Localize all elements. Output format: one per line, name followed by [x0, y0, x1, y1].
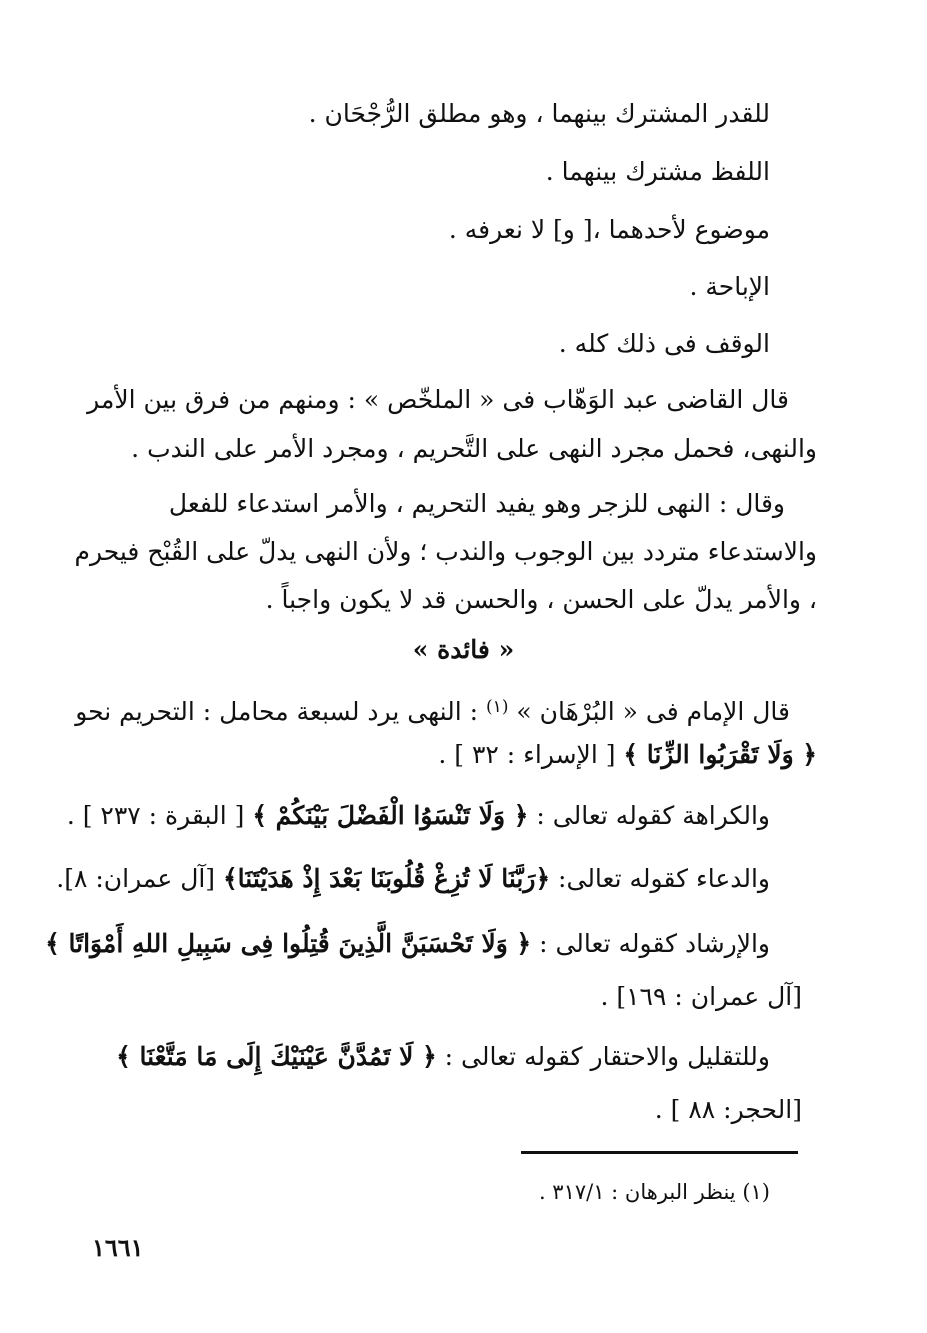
taqlil-text: وللتقليل والاحتقار كقوله تعالى : [436, 1042, 770, 1071]
taqlil-line-2: [الحجر: ٨٨ ] . [654, 1095, 802, 1124]
karaha-line [67, 799, 770, 833]
qal-paragraph-line-3: ، والأمر يدلّ على الحسن ، والحسن قد لا يكون واجباً . [265, 585, 817, 614]
quran-verse-baqara: ﴿ وَلَا تَنْسَوُا الْفَضْلَ بَيْنَكُمْ ﴾ [252, 801, 529, 830]
page-number: ١٦٦١ [92, 1233, 144, 1262]
burhan-line-1 [75, 690, 790, 729]
text-line-1: للقدر المشترك بينهما ، وهو مطلق الرُّجْحَان . [308, 99, 770, 128]
qadi-paragraph-line-1: قال القاضى عبد الوَهّاب فى « الملخّص » : ومنهم من فرق بين الأمر [87, 385, 789, 414]
quran-verse-imran-169: ﴿ وَلَا تَحْسَبَنَّ الَّذِينَ قُتِلُوا فِى سَبِيلِ اللهِ أَمْوَاتًا ﴾ [45, 929, 532, 958]
verse-reference-imran-8: [آل عمران: ٨]. [56, 864, 224, 893]
taqlil-line-1 [116, 1040, 770, 1074]
footnote-reference: (١) [486, 697, 509, 717]
irshad-line-2: [آل عمران : ١٦٩] . [600, 982, 802, 1011]
qal-paragraph-line-1: وقال : النهى للزجر وهو يفيد التحريم ، والأمر استدعاء للفعل [168, 489, 785, 518]
karaha-text: والكراهة كقوله تعالى : [528, 801, 770, 830]
footnote-divider [521, 1151, 798, 1154]
quran-verse-imran-8: ﴿رَبَّنَا لَا تُزِغْ قُلُوبَنَا بَعْدَ إِذْ هَدَيْتَنَا﴾ [223, 864, 551, 893]
burhan-line-2 [438, 738, 817, 772]
dua-line [56, 862, 770, 896]
text-line-2: اللفظ مشترك بينهما . [545, 157, 770, 186]
qadi-paragraph-line-2: والنهى، فحمل مجرد النهى على التَّحريم ، ومجرد الأمر على الندب . [131, 434, 817, 463]
footnote: (١) ينظر البرهان : ٣١٧/١ . [538, 1180, 770, 1204]
irshad-line-1 [45, 927, 770, 961]
qal-paragraph-line-2: والاستدعاء متردد بين الوجوب والندب ؛ ولأن النهى يدلّ على القُبْح فيحرم [74, 537, 817, 566]
section-heading: « فائدة » [412, 635, 515, 664]
text-line-5: الوقف فى ذلك كله . [558, 329, 770, 358]
burhan-text-b: : النهى يرد لسبعة محامل : التحريم نحو [75, 697, 487, 726]
quran-verse-isra: ﴿ وَلَا تَقْرَبُوا الزِّنَا ﴾ [623, 740, 817, 769]
irshad-text: والإرشاد كقوله تعالى : [531, 929, 770, 958]
burhan-text-a: قال الإمام فى « البُرْهَان » [508, 697, 790, 726]
dua-text: والدعاء كقوله تعالى: [550, 864, 770, 893]
verse-reference-baqara: [ البقرة : ٢٣٧ ] . [66, 801, 253, 830]
verse-reference-isra: [ الإسراء : ٣٢ ] . [438, 740, 624, 769]
text-line-3: موضوع لأحدهما ،[ و] لا نعرفه . [448, 215, 770, 244]
text-line-4: الإباحة . [689, 272, 770, 301]
quran-verse-hijr: ﴿ لَا تَمُدَّنَّ عَيْنَيْكَ إِلَى مَا مَتَّعْنَا ﴾ [116, 1042, 437, 1071]
